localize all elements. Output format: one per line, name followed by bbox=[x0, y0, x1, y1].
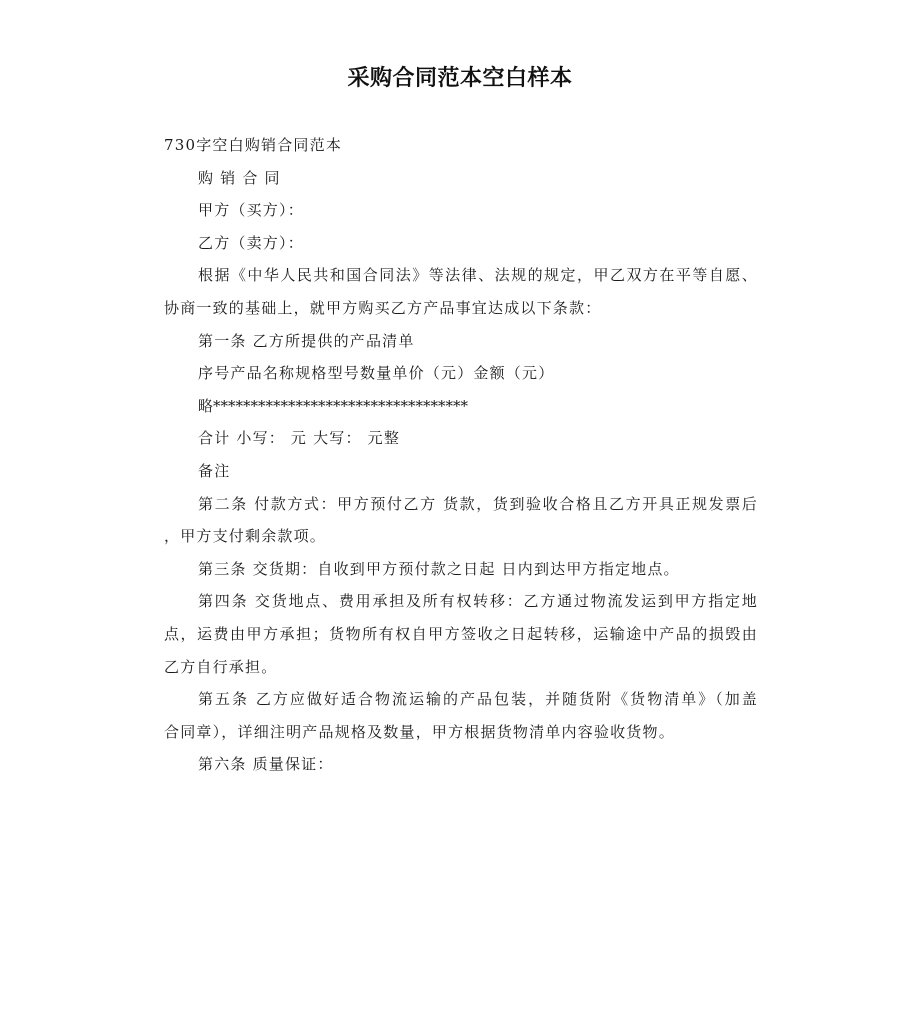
party-b-line: 乙方（卖方）： bbox=[198, 233, 304, 252]
article-4-line-3: 乙方自行承担。 bbox=[164, 657, 278, 676]
document-body bbox=[164, 129, 758, 781]
article-2-line-1: 第二条 付款方式：甲方预付乙方 货款，货到验收合格且乙方开具正规发票后 bbox=[198, 494, 758, 513]
preamble-line-1: 根据《中华人民共和国合同法》等法律、法规的规定，甲乙双方在平等自愿、 bbox=[198, 266, 758, 285]
remarks-line: 备注 bbox=[198, 461, 231, 480]
document-title: 采购合同范本空白样本 bbox=[347, 66, 573, 91]
product-list-placeholder: 略********************************** bbox=[198, 396, 469, 415]
article-5-line-1: 第五条 乙方应做好适合物流运输的产品包装，并随货附《货物清单》（加盖 bbox=[198, 690, 758, 709]
doc-subtitle: 730字空白购销合同范本 bbox=[164, 136, 343, 154]
article-6-heading: 第六条 质量保证： bbox=[198, 755, 334, 774]
article-3-line: 第三条 交货期：自收到甲方预付款之日起 日内到达甲方指定地点。 bbox=[198, 559, 680, 578]
article-5-line-2: 合同章），详细注明产品规格及数量，甲方根据货物清单内容验收货物。 bbox=[164, 722, 675, 741]
party-a-line: 甲方（买方）： bbox=[198, 201, 304, 220]
article-2-line-2: ，甲方支付剩余款项。 bbox=[164, 527, 327, 546]
total-line: 合计 小写： 元 大写： 元整 bbox=[198, 429, 401, 448]
product-list-header: 序号产品名称规格型号数量单价（元）金额（元） bbox=[198, 364, 555, 383]
article-1-heading: 第一条 乙方所提供的产品清单 bbox=[198, 331, 415, 350]
article-4-line-1: 第四条 交货地点、费用承担及所有权转移：乙方通过物流发运到甲方指定地 bbox=[198, 592, 758, 611]
preamble-line-2: 协商一致的基础上，就甲方购买乙方产品事宜达成以下条款： bbox=[164, 298, 602, 317]
article-4-line-2: 点，运费由甲方承担；货物所有权自甲方签收之日起转移，运输途中产品的损毁由 bbox=[164, 624, 758, 643]
contract-heading: 购 销 合 同 bbox=[198, 168, 281, 187]
